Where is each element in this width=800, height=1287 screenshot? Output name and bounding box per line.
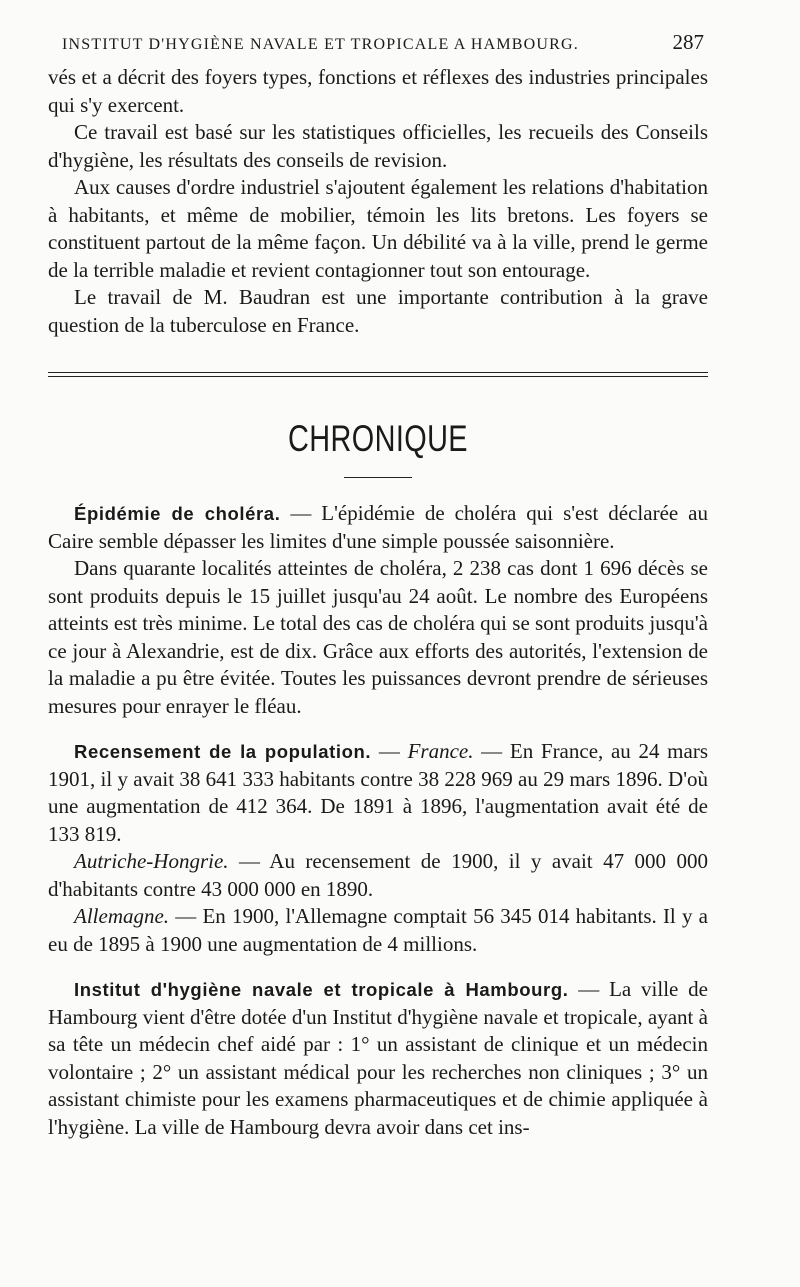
census-separator: — <box>371 739 408 763</box>
france-label: France. <box>407 739 474 763</box>
census-germany-paragraph <box>48 903 708 958</box>
intro-paragraph-4: Le travail de M. Baudran est une importante contribution à la grave question de la tuberculose en France. <box>48 285 708 337</box>
census-austria-paragraph <box>48 848 708 903</box>
intro-paragraph-1: vés et a décrit des foyers types, fonctions et réflexes des industries principales qui s'y exercent. <box>48 65 708 117</box>
hamburg-paragraph <box>48 976 708 1141</box>
cholera-heading: Épidémie de choléra. <box>74 503 281 524</box>
page-number: 287 <box>672 30 704 54</box>
cholera-paragraph-1 <box>48 500 708 555</box>
germany-label: Allemagne. <box>74 904 170 928</box>
census-heading: Recensement de la population. <box>74 741 372 762</box>
france-text: — En France, au 24 mars 1901, il y avait 38 641 333 habitants contre 38 228 969 au 29 mars 1896. D'où une augmentation de 412 364. De 1891 à 1896, l'augmentation avait été de 133 819. <box>48 739 708 846</box>
census-france-paragraph <box>48 738 708 848</box>
cholera-text-1: — L'épidémie de choléra qui s'est déclarée au Caire semble dépasser les limites d'une simple poussée saisonnière. <box>48 501 708 553</box>
austria-text: — Au recensement de 1900, il y avait 47 000 000 d'habitants contre 43 000 000 en 1890. <box>48 849 708 901</box>
hamburg-section <box>48 976 708 1141</box>
hamburg-heading: Institut d'hygiène navale et tropicale à Hambourg. <box>74 979 569 1000</box>
intro-paragraph-2: Ce travail est basé sur les statistiques officielles, les recueils des Conseils d'hygiène, les résultats des conseils de revision. <box>48 120 708 172</box>
cholera-section <box>48 500 708 720</box>
hamburg-text: — La ville de Hambourg vient d'être dotée d'un Institut d'hygiène navale et tropicale, ayant à sa tête un médecin chef aidé par : 1° un assistant de clinique et un médecin volontaire ; 2° un assistant médical pour les recherches non cliniques ; 3° un assistant chimiste pour les examens pharmaceutiques et de chimie appliquée à l'hygiène. La ville de Hambourg devra avoir dans cet ins- <box>48 977 708 1139</box>
intro-block <box>48 64 708 339</box>
running-header <box>48 30 708 56</box>
census-section <box>48 738 708 958</box>
austria-label: Autriche-Hongrie. <box>74 849 229 873</box>
running-title: INSTITUT D'HYGIÈNE NAVALE ET TROPICALE A HAMBOURG. <box>62 36 579 53</box>
intro-paragraph-3: Aux causes d'ordre industriel s'ajoutent également les relations d'habitation à habitants, et même de mobilier, témoin les lits bretons. Les foyers se constituent partout de la même façon. Un débilité va à la ville, prend le germe de la terrible maladie et revient contagionner tout son entourage. <box>48 175 708 282</box>
page <box>48 30 708 1141</box>
chronique-title: CHRONIQUE <box>288 418 468 459</box>
section-divider <box>48 372 708 377</box>
cholera-paragraph-2: Dans quarante localités atteintes de choléra, 2 238 cas dont 1 696 décès se sont produits depuis le 15 juillet jusqu'au 24 août. Le nombre des Européens atteints est très minime. Le total des cas de choléra qui se sont produits jusqu'à ce jour à Alexandrie, est de dix. Grâce aux efforts des autorités, l'extension de la maladie a pu être évitée. Toutes les puissances devront prendre de sérieuses mesures pour enrayer le fléau. <box>48 556 708 718</box>
germany-text: — En 1900, l'Allemagne comptait 56 345 014 habitants. Il y a eu de 1895 à 1900 une augmentation de 4 millions. <box>48 904 708 956</box>
title-underline <box>344 477 412 478</box>
